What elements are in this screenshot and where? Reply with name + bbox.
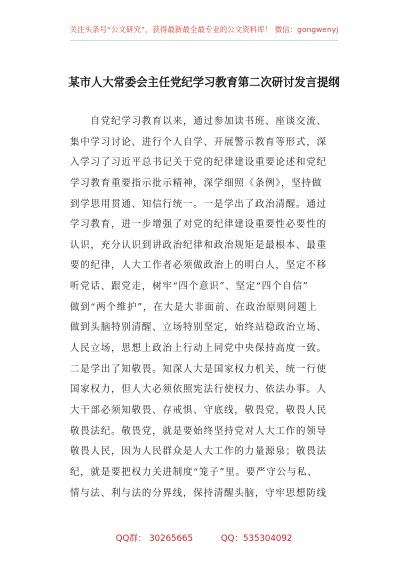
document-title: 某市人大常委会主任党纪学习教育第二次研讨发言提纲 bbox=[68, 76, 340, 89]
body-line: 入学习了习近平总书记关于党的纪律建设重要论述和党纪 bbox=[70, 157, 327, 169]
body-line: 情与法、利与法的分界线，保持清醒头脑，守牢思想防线 bbox=[70, 487, 327, 499]
body-line: 听党话、跟党走，树牢“四个意识”、坚定“四个自信” bbox=[70, 281, 309, 293]
body-line: 敬畏法纪。敬畏党，就是要始终坚持党对人大工作的领导 bbox=[70, 425, 327, 437]
header-divider bbox=[70, 40, 338, 41]
body-line: 认识，充分认识到讲政治纪律和政治规矩是最根本、最重 bbox=[70, 239, 327, 251]
footer-qq-group: QQ群： 30265665 bbox=[115, 534, 193, 544]
body-line: 纪，就是要把权力关进制度“笼子”里。要严守公与私、 bbox=[70, 466, 318, 478]
body-line: 自党纪学习教育以来，通过参加读书班、座谈交流、 bbox=[70, 116, 327, 127]
body-line: 大干部必须知敬畏、存戒惧、守底线，敬畏党，敬畏人民 bbox=[70, 404, 327, 416]
body-line: 做到头脑特别清醒、立场特别坚定，始终站稳政治立场、 bbox=[70, 322, 327, 334]
body-line: 国家权力，但人大必须依照宪法行使权力、依法办事。人 bbox=[70, 384, 327, 396]
footer-qq-number: QQ：535304092 bbox=[220, 534, 293, 544]
body-line: 到学思用贯通、知信行统一。一是学出了政治清醒。通过 bbox=[70, 198, 327, 210]
body-line: 学习教育重要指示批示精神，深学细照《条例》，坚持做 bbox=[70, 177, 323, 189]
footer-contact bbox=[0, 532, 408, 544]
body-line: 人民立场，思想上政治上行动上同党中央保持高度一致。 bbox=[70, 343, 327, 355]
body-line: 敬畏人民，因为人民群众是人大工作的力量源泉；敬畏法 bbox=[70, 446, 327, 458]
body-line: 二是学出了知敬畏。知深人大是国家权力机关，统一行使 bbox=[70, 363, 327, 375]
body-line: 要的纪律，人大工作者必须做政治上的明白人，坚定不移 bbox=[70, 260, 327, 272]
body-line: 学习教育，进一步增强了对党的纪律建设重要性必要性的 bbox=[70, 219, 327, 231]
document-body bbox=[70, 112, 342, 504]
body-line: 做到“两个维护”，在大是大非面前、在政治原则问题上 bbox=[70, 301, 318, 313]
body-line: 集中学习讨论、进行个人自学、开展警示教育等形式，深 bbox=[70, 136, 327, 148]
header-banner: 关注头条号“公文研究”，获得最新最全最专业的公文资料库！ 微信：gongwenyj bbox=[69, 25, 339, 34]
